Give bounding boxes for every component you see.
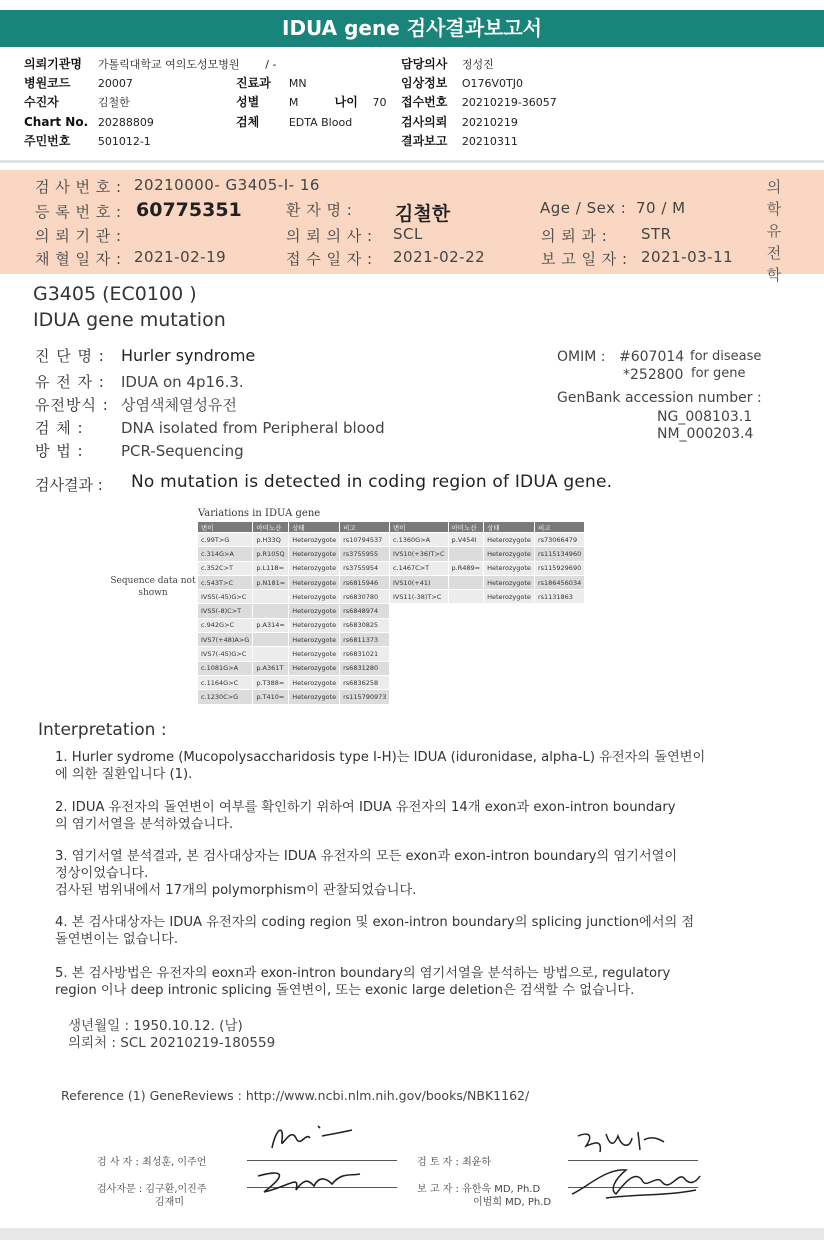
- table-cell: Heterozygote: [289, 590, 340, 604]
- omim-disease-label: for disease: [690, 349, 762, 364]
- col-header: 비고: [534, 522, 584, 533]
- para-line: 정상이었습니다.: [55, 866, 149, 881]
- para-line: 3. 염기서열 분석결과, 본 검사대상자는 IDUA 유전자의 모든 exon과 exon-intron boundary의 염기서열이: [55, 849, 678, 864]
- table-cell: c.942G>C: [198, 618, 253, 632]
- omim-disease-no: #607014: [619, 349, 685, 365]
- table-cell: IVS5(-45)G>C: [198, 590, 253, 604]
- table-cell: Heterozygote: [484, 561, 535, 575]
- divider: [0, 160, 824, 163]
- interpretation-paragraph-3: [55, 848, 755, 899]
- table-cell: p.T388=: [253, 675, 289, 689]
- table-cell: rs6848974: [340, 604, 390, 618]
- table-cell: rs6831280: [340, 661, 390, 675]
- sex-label: 성별: [236, 95, 260, 109]
- para-line: 1. Hurler sydrome (Mucopolysaccharidosis type I-H)는 IDUA (iduronidase, alpha-L) 유전자의 돌연변이: [55, 750, 706, 765]
- rrn-label: 주민번호: [24, 134, 71, 148]
- recipient-label: 수진자: [24, 95, 59, 109]
- advisor-signature: [250, 1162, 380, 1202]
- table-cell: Heterozygote: [289, 661, 340, 675]
- inheritance-value: 상염색체열성유전: [121, 396, 237, 414]
- table-cell: [448, 547, 484, 561]
- ordering-dept-value: STR: [641, 225, 672, 243]
- table-row: [198, 561, 390, 575]
- table-cell: Heterozygote: [289, 647, 340, 661]
- table-cell: IVS10(+41): [390, 575, 449, 589]
- method-value: PCR-Sequencing: [121, 442, 244, 460]
- table-row: [198, 618, 390, 632]
- receive-date-value: 2021-02-22: [393, 248, 486, 266]
- table-cell: [253, 633, 289, 647]
- result-label: 검사결과 :: [35, 476, 103, 494]
- omim-gene-label: for gene: [691, 366, 746, 381]
- interpretation-paragraph-4: [55, 914, 755, 948]
- table-cell: rs3755954: [340, 561, 390, 575]
- doctor-label: 담당의사: [401, 57, 448, 71]
- footer-bar: [0, 1228, 824, 1240]
- table-header-row: [390, 522, 585, 533]
- table-cell: Heterozygote: [289, 675, 340, 689]
- advisor-label: 검사자문 : 김구환,이진주: [97, 1184, 207, 1195]
- reference-link: Reference (1) GeneReviews : http://www.ncbi.nlm.nih.gov/books/NBK1162/: [61, 1088, 530, 1103]
- table-cell: c.314G>A: [198, 547, 253, 561]
- signature-line: [247, 1160, 397, 1161]
- col-header: 변이: [390, 522, 449, 533]
- reg-no-label: 등 록 번 호 :: [35, 203, 122, 221]
- para-line: 에 의한 질환입니다 (1).: [55, 767, 193, 782]
- table-header-row: [198, 522, 390, 533]
- reviewer-signature: [574, 1126, 670, 1160]
- table-cell: IVS11(-38)T>C: [390, 590, 449, 604]
- report-date-value: 20210311: [461, 135, 518, 148]
- table-cell: p.A361T: [253, 661, 289, 675]
- report-title: IDUA gene 검사결과보고서: [0, 10, 824, 47]
- institution-label: 의뢰기관명: [24, 57, 82, 71]
- table-cell: IVS10(+36)T>C: [390, 547, 449, 561]
- table-cell: p.N181=: [253, 575, 289, 589]
- test-code: G3405 (EC0100 ): [33, 283, 197, 305]
- hospital-code-label: 병원코드: [24, 76, 71, 90]
- interpretation-paragraph-2: [55, 799, 755, 833]
- reg-no-value: 60775351: [136, 199, 242, 221]
- table-cell: rs115929690: [534, 561, 584, 575]
- table-cell: rs115790973: [340, 690, 390, 704]
- table-cell: rs1131863: [534, 590, 584, 604]
- table-cell: [253, 590, 289, 604]
- table-row: [390, 547, 585, 561]
- table-cell: rs3755955: [340, 547, 390, 561]
- col-header: 비고: [340, 522, 390, 533]
- table-row: [198, 575, 390, 589]
- dept-label: 진료과: [236, 76, 271, 90]
- para-line: region 이나 deep intronic splicing 돌연변이, 또는 exonic large deletion은 검색할 수 없습니다.: [55, 983, 635, 998]
- table-cell: p.T410=: [253, 690, 289, 704]
- examiner-label: 검 사 자 : 최성훈, 이주언: [97, 1157, 207, 1168]
- method-label: 방 법 :: [35, 442, 84, 460]
- table-cell: c.1467C>T: [390, 561, 449, 575]
- table-cell: c.1360G>A: [390, 533, 449, 547]
- variations-table-left: [197, 521, 390, 705]
- table-cell: rs186456034: [534, 575, 584, 589]
- table-cell: IVS5(-8)C>T: [198, 604, 253, 618]
- sex-value: M: [288, 96, 299, 109]
- side-char: 의: [766, 178, 782, 196]
- diagnosis-label: 진 단 명 :: [35, 347, 105, 365]
- omim-gene-no: *252800: [623, 367, 684, 383]
- ordering-dept-label: 의 뢰 과 :: [541, 227, 608, 245]
- collect-date-label: 채 혈 일 자 :: [35, 250, 122, 268]
- table-row: [390, 533, 585, 547]
- table-cell: [253, 604, 289, 618]
- request-value: 20210219: [461, 116, 518, 129]
- ordering-doc-value: SCL: [393, 225, 423, 243]
- chart-no-label: Chart No.: [24, 115, 89, 129]
- table-cell: [448, 590, 484, 604]
- result-text: No mutation is detected in coding region of IDUA gene.: [131, 472, 613, 492]
- interpretation-paragraph-1: [55, 749, 755, 783]
- table-cell: IVS7(+48)A>G: [198, 633, 253, 647]
- table-row: [198, 647, 390, 661]
- ordering-inst-label: 의 뢰 기 관 :: [35, 227, 122, 245]
- table-cell: c.1230C>G: [198, 690, 253, 704]
- referrer: 의뢰처 : SCL 20210219-180559: [68, 1035, 276, 1051]
- report-date-label: 결과보고: [401, 134, 448, 148]
- omim-label: OMIM :: [557, 349, 606, 365]
- side-char: 유: [766, 222, 782, 240]
- test-no-value: 20210000- G3405-I- 16: [134, 176, 320, 194]
- col-header: 아미노산: [448, 522, 484, 533]
- table-cell: Heterozygote: [289, 618, 340, 632]
- table-row: [390, 575, 585, 589]
- col-header: 상태: [484, 522, 535, 533]
- table-cell: IVS7(-45)G>C: [198, 647, 253, 661]
- clinical-value: O176V0TJ0: [461, 77, 523, 90]
- table-cell: p.V454I: [448, 533, 484, 547]
- para-line: 돌연변이는 없습니다.: [55, 932, 179, 947]
- age-value: 70: [372, 96, 387, 109]
- reporter-signature: [566, 1160, 706, 1204]
- table-cell: Heterozygote: [484, 533, 535, 547]
- para-line: 검사된 범위내에서 17개의 polymorphism이 관찰되었습니다.: [55, 883, 417, 898]
- patient-label: 환 자 명 :: [286, 201, 353, 219]
- table-cell: p.R489=: [448, 561, 484, 575]
- interpretation-title: Interpretation :: [38, 720, 167, 740]
- table-row: [390, 590, 585, 604]
- recipient-value: 김철한: [97, 96, 130, 109]
- gene-row: [35, 371, 244, 392]
- table-cell: Heterozygote: [289, 690, 340, 704]
- department-vertical-label: [764, 176, 784, 286]
- table-cell: Heterozygote: [289, 604, 340, 618]
- table-cell: rs6815946: [340, 575, 390, 589]
- table-cell: rs6811373: [340, 633, 390, 647]
- table-cell: rs115134960: [534, 547, 584, 561]
- table-row: [198, 675, 390, 689]
- doctor-value: 정성진: [461, 58, 494, 71]
- variations-title: Variations in IDUA gene: [198, 508, 321, 519]
- table-row: [198, 547, 390, 561]
- diagnosis-value: Hurler syndrome: [121, 346, 256, 365]
- age-sex-value: 70 / M: [636, 199, 686, 217]
- inheritance-label: 유전방식 :: [35, 396, 109, 414]
- method-row: [35, 440, 244, 461]
- receive-date-label: 접 수 일 자 :: [286, 250, 373, 268]
- side-char: 학: [766, 266, 782, 284]
- table-row: [198, 533, 390, 547]
- reviewer-label: 검 토 자 : 최윤하: [417, 1157, 492, 1168]
- collect-date-value: 2021-02-19: [134, 248, 227, 266]
- table-cell: Heterozygote: [484, 575, 535, 589]
- para-line: 2. IDUA 유전자의 돌연변이 여부를 확인하기 위하여 IDUA 유전자의 14개 exon과 exon-intron boundary: [55, 800, 676, 815]
- specimen-value-2: DNA isolated from Peripheral blood: [121, 419, 385, 437]
- table-cell: c.99T>G: [198, 533, 253, 547]
- institution-suffix: / -: [265, 58, 277, 71]
- ordering-doc-label: 의 뢰 의 사 :: [286, 227, 373, 245]
- col-header: 아미노산: [253, 522, 289, 533]
- para-line: 5. 본 검사방법은 유전자의 eoxn과 exon-intron boundary의 염기서열을 분석하는 방법으로, regulatory: [55, 966, 671, 981]
- hospital-code-value: 20007: [97, 77, 133, 90]
- institution-value: 가톨릭대학교 여의도성모병원: [97, 58, 240, 71]
- gene-value: IDUA on 4p16.3.: [121, 373, 244, 391]
- genbank-nm: NM_000203.4: [657, 426, 754, 442]
- interpretation-paragraph-5: [55, 965, 755, 999]
- table-cell: Heterozygote: [289, 547, 340, 561]
- examiner-signature: [262, 1118, 362, 1158]
- table-cell: [253, 647, 289, 661]
- advisor-label-2: 김재미: [155, 1197, 184, 1208]
- col-header: 상태: [289, 522, 340, 533]
- gene-label: 유 전 자 :: [35, 373, 105, 391]
- table-cell: c.1164G>C: [198, 675, 253, 689]
- table-cell: Heterozygote: [484, 590, 535, 604]
- genbank-label: GenBank accession number :: [557, 390, 762, 406]
- patient-value: 김철한: [395, 203, 451, 225]
- receipt-value: 20210219-36057: [461, 96, 557, 109]
- report-day-label: 보 고 일 자 :: [541, 250, 628, 268]
- col-header: 변이: [198, 522, 253, 533]
- specimen-value: EDTA Blood: [288, 116, 353, 129]
- table-cell: [448, 575, 484, 589]
- table-cell: Heterozygote: [289, 575, 340, 589]
- para-line: 4. 본 검사대상자는 IDUA 유전자의 coding region 및 exon-intron boundary의 splicing junction에서의 점: [55, 915, 695, 930]
- birth-date: 생년월일 : 1950.10.12. (남): [68, 1018, 243, 1034]
- table-cell: Heterozygote: [289, 533, 340, 547]
- table-row: [198, 661, 390, 675]
- table-cell: p.A314=: [253, 618, 289, 632]
- side-char: 전: [766, 244, 782, 262]
- request-label: 검사의뢰: [401, 115, 448, 129]
- table-row: [390, 561, 585, 575]
- specimen-label-2: 검 체 :: [35, 419, 84, 437]
- clinical-label: 임상정보: [401, 76, 448, 90]
- table-cell: Heterozygote: [289, 633, 340, 647]
- table-cell: rs6831021: [340, 647, 390, 661]
- specimen-row: [35, 417, 385, 438]
- test-subtitle: IDUA gene mutation: [33, 309, 226, 331]
- variations-table-right: [389, 521, 585, 604]
- table-cell: c.1081G>A: [198, 661, 253, 675]
- test-no-label: 검 사 번 호 :: [35, 178, 122, 196]
- table-cell: rs6830780: [340, 590, 390, 604]
- sequence-note: Sequence data not shown: [110, 576, 196, 598]
- rrn-value: 501012-1: [97, 135, 151, 148]
- chart-no-value: 20288809: [97, 116, 154, 129]
- para-line: 의 염기서열을 분석하였습니다.: [55, 817, 234, 832]
- receipt-label: 접수번호: [401, 95, 448, 109]
- report-day-value: 2021-03-11: [641, 248, 734, 266]
- table-cell: p.L118=: [253, 561, 289, 575]
- table-row: [198, 690, 390, 704]
- table-row: [198, 633, 390, 647]
- table-row: [198, 590, 390, 604]
- age-label: 나이: [334, 95, 358, 109]
- reporter-label-2: 이범희 MD, Ph.D: [473, 1197, 552, 1208]
- reporter-label: 보 고 자 : 유한욱 MD, Ph.D: [417, 1184, 541, 1195]
- table-row: [198, 604, 390, 618]
- diagnosis-row: [35, 345, 255, 366]
- side-char: 학: [766, 200, 782, 218]
- table-cell: rs73066479: [534, 533, 584, 547]
- table-cell: rs6836258: [340, 675, 390, 689]
- specimen-label: 검체: [236, 115, 260, 129]
- age-sex-label: Age / Sex :: [540, 199, 627, 217]
- genbank-ng: NG_008103.1: [657, 409, 753, 425]
- table-cell: rs6830825: [340, 618, 390, 632]
- inheritance-row: [35, 394, 237, 415]
- table-cell: c.543T>C: [198, 575, 253, 589]
- table-cell: rs10794537: [340, 533, 390, 547]
- table-cell: Heterozygote: [484, 547, 535, 561]
- table-cell: c.352C>T: [198, 561, 253, 575]
- table-cell: p.H33Q: [253, 533, 289, 547]
- table-cell: Heterozygote: [289, 561, 340, 575]
- table-cell: p.R105Q: [253, 547, 289, 561]
- dept-value: MN: [288, 77, 307, 90]
